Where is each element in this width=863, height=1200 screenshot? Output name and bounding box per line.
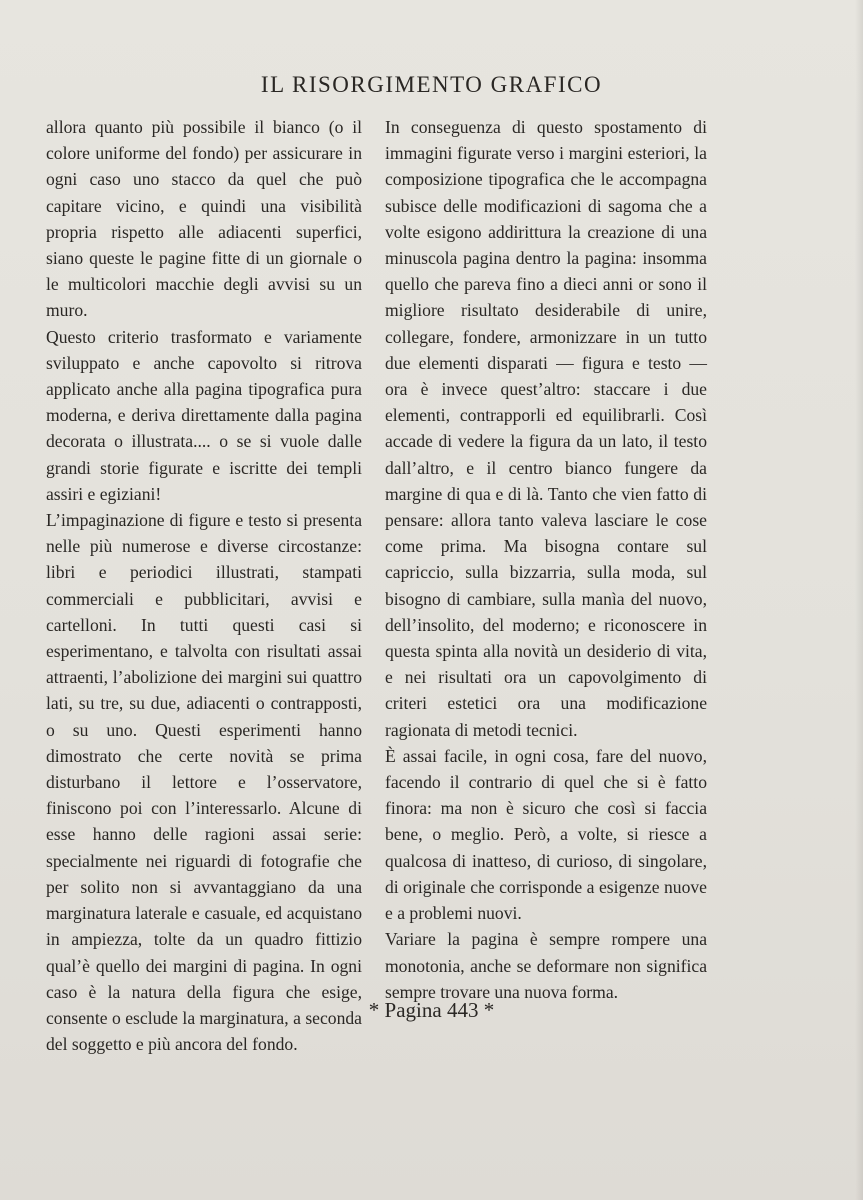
right-text-column: [385, 114, 707, 1005]
left-paragraph-2: Questo criterio trasformato e variamente sviluppato e anche capovolto si ritrova applicato anche alla pagina tipografica pura moderna, e deriva direttamente dalla pagina decorata o illustrata.... o se si vuole dalle grandi storie figurate e iscritte dei templi assiri e egiziani!: [46, 326, 362, 504]
right-paragraph-3: Variare la pagina è sempre rompere una monotonia, anche se deformare non significa sempre trovare una nuova forma.: [385, 929, 707, 1002]
left-paragraph-3: L’impaginazione di figure e testo si presenta nelle più numerose e diverse circostanze: libri e periodici illustrati, stampati commerciali e pubblicitari, avvisi e cartelloni. In tutti questi casi si esperimentano, e talvolta con risultati assai attraenti, l’abolizione dei margini sui quattro lati, su tre, su due, adiacenti o contrapposti, o su uno. Questi esperimenti hanno dimostrato che certe novità se prima disturbano il lettore e l’osservatore, finiscono poi con l’interessarlo. Alcune di esse hanno delle ragioni assai serie: specialmente nei riguardi di fotografie che per solito non si avvantaggiano da una marginatura laterale e casuale, ed acquistano in ampiezza, tolte da un quadro fittizio qual’è quello dei margini di pagina. In ogni caso è la natura della figura che esige, consente o esclude la marginatura, a seconda del soggetto e più ancora del fondo.: [46, 510, 362, 1055]
right-paragraph-2: È assai facile, in ogni cosa, fare del nuovo, facendo il contrario di quel che si è fatto finora: ma non è sicuro che così si faccia bene, o meglio. Però, a volte, si riesce a qualcosa di inatteso, di curioso, di singolare, di originale che corrisponde a esigenze nuove e a problemi nuovi.: [385, 745, 707, 924]
page-number: * Pagina 443 *: [368, 998, 495, 1022]
running-title: IL RISORGIMENTO GRAFICO: [260, 72, 603, 97]
left-text-column: [46, 114, 362, 1057]
right-paragraph-1: In conseguenza di questo spostamento di immagini figurate verso i margini esteriori, la composizione tipografica che le accompagna subisce delle modificazioni di sagoma che a volte esigono addirittura la creazione di una minuscola pagina dentro la pagina: insomma quello che pareva fino a dieci anni or sono il migliore risultato desiderabile di unire, collegare, fondere, armonizzare in un tutto due elementi disparati — figura e testo — ora è invece quest’altro: staccare i due elementi, contrapporli ed equilibrarli. Così accade di vedere la figura da un lato, il testo dall’altro, e il centro bianco fungere da margine di qua e di là. Tanto che vien fatto di pensare: allora tanto valeva lasciare le cose come prima. Ma bisogna contare sul capriccio, sulla bizzarria, sulla moda, sul bisogno di cambiare, sulla manìa del nuovo, dell’insolito, del moderno; e riconoscere in questa spinta alla novità un desiderio di vita, e nei risultati ora un capovolgimento di criteri estetici ora una modificazione ragionata di metodi tecnici.: [385, 117, 707, 740]
left-paragraph-1: allora quanto più possibile il bianco (o il colore uniforme del fondo) per assicurare in ogni caso uno stacco da quel che può capitare vicino, e quindi una visibilità propria rispetto alle adiacenti superfici, siano queste le pagine fitte di un giornale o le multicolori macchie degli avvisi su un muro.: [46, 117, 362, 321]
